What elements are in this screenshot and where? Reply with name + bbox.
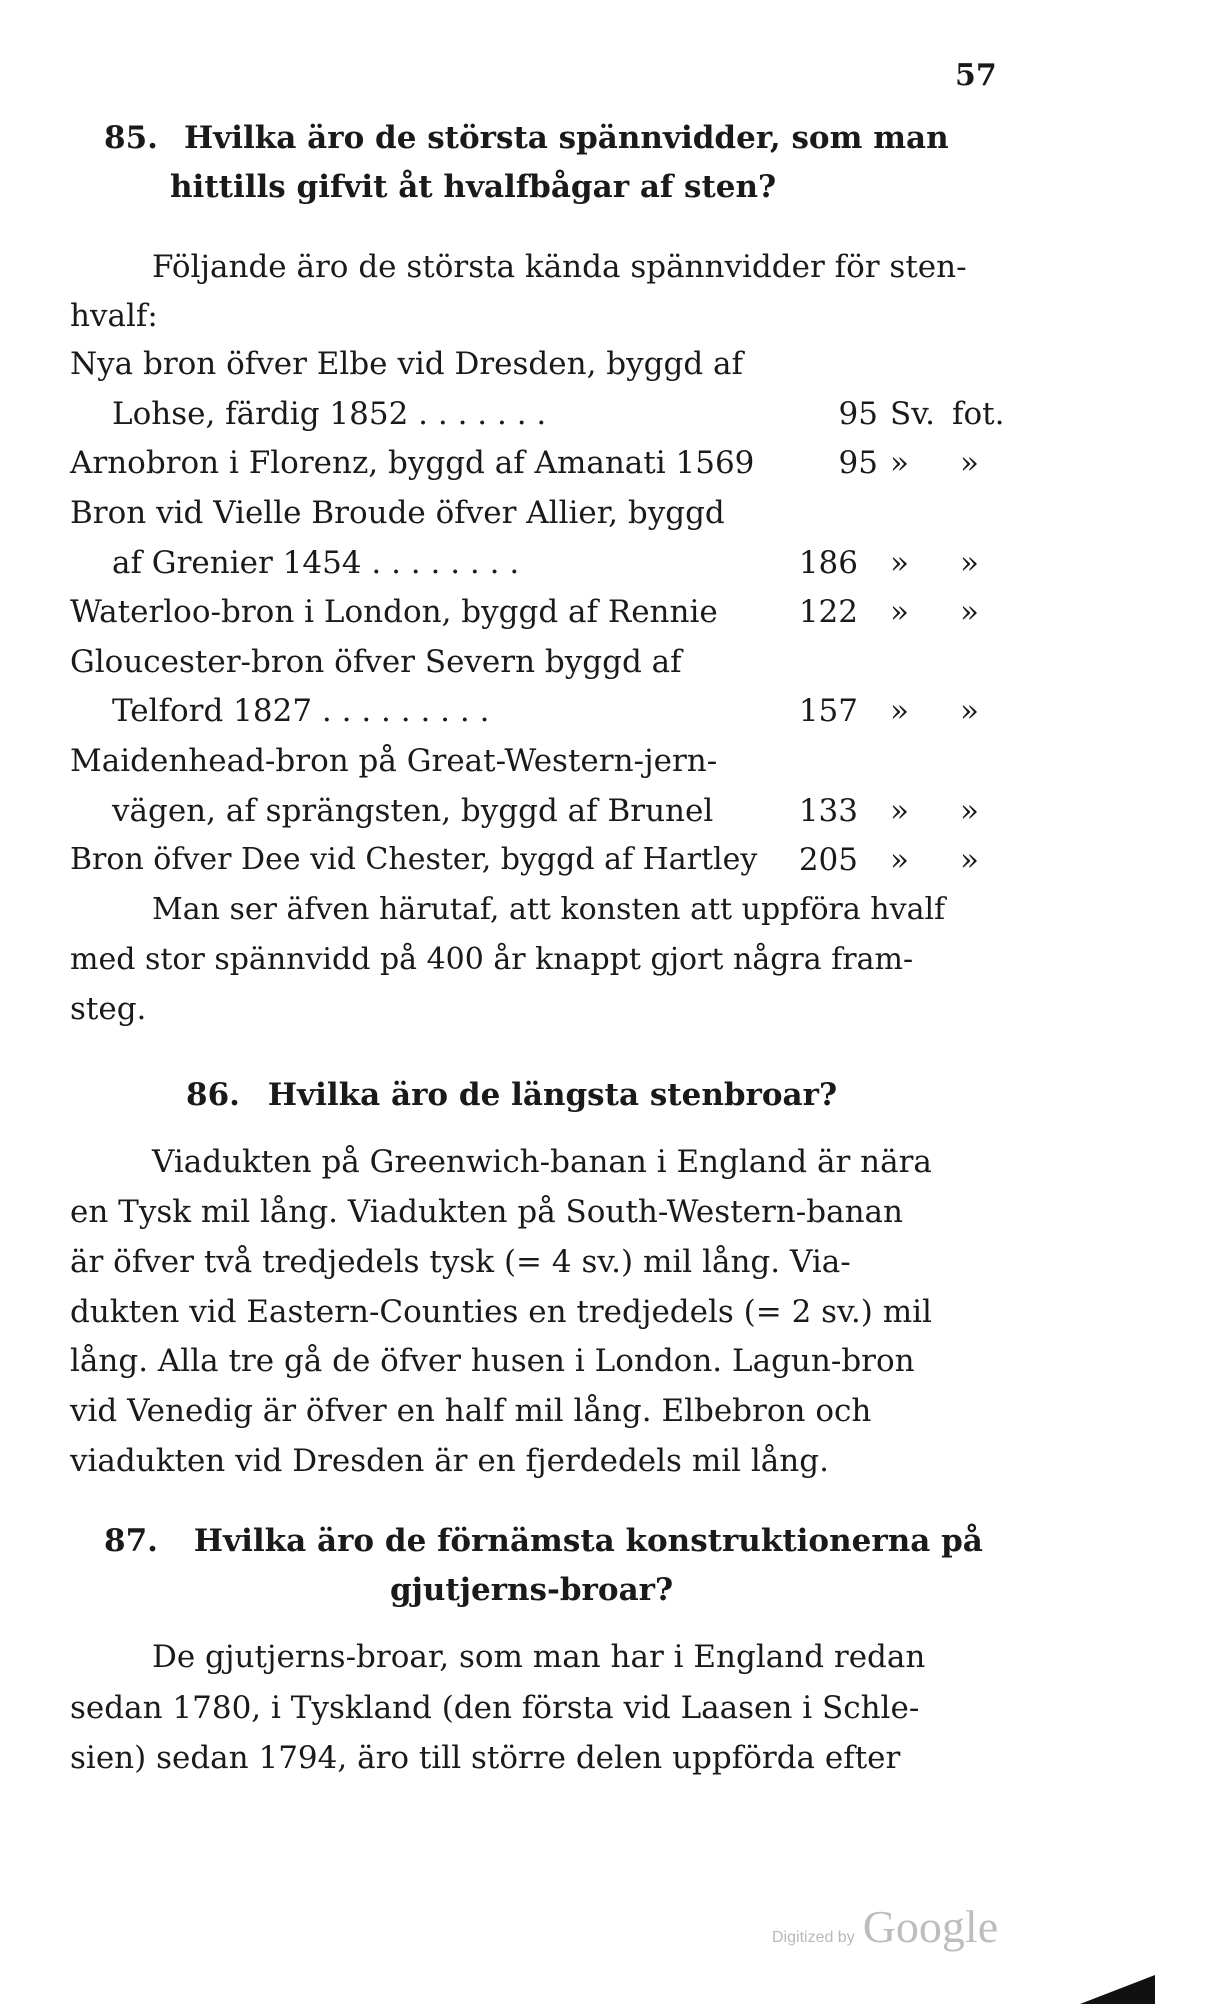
ditto-mark: »: [960, 445, 979, 481]
q87-question-text: Hvilka äro de förnämsta konstruktionerna på: [193, 1523, 983, 1559]
bridge-entry-5-line2: Telford 1827 . . . . . . . . .: [112, 693, 490, 729]
page-corner-mark-icon: [1080, 1975, 1155, 2004]
q85-intro-line1: Följande äro de största kända spännvidder för sten-: [152, 249, 967, 285]
q86-question-text: Hvilka äro de längsta stenbroar?: [267, 1077, 838, 1113]
ditto-mark: »: [960, 793, 979, 829]
digitized-by-label: Digitized by: [772, 1929, 855, 1946]
digitized-by-google-watermark: [772, 1900, 998, 1953]
bridge-entry-4-line1: Waterloo-bron i London, byggd af Rennie: [70, 594, 718, 630]
ditto-mark: »: [890, 594, 909, 630]
google-logo: Google: [862, 1901, 999, 1952]
ditto-mark: »: [960, 545, 979, 581]
bridge-entry-4-value: 122: [798, 594, 858, 630]
q87-body-line-2: sedan 1780, i Tyskland (den första vid Laasen i Schle-: [70, 1690, 920, 1726]
q85-question-line2: hittills gifvit åt hvalfbågar af sten?: [170, 169, 777, 205]
unit-label-1: Sv.: [890, 396, 935, 432]
q86-body-line-6: vid Venedig är öfver en half mil lång. Elbebron och: [70, 1393, 872, 1429]
bridge-entry-4: [70, 592, 1000, 632]
bridge-entry-1-line2: Lohse, färdig 1852 . . . . . . .: [112, 396, 547, 432]
bridge-entry-5: [112, 691, 1002, 731]
q86-heading: [186, 1075, 837, 1115]
bridge-entry-5-line1: Gloucester-bron öfver Severn byggd af: [70, 644, 682, 680]
q85-intro-line2: hvalf:: [70, 298, 158, 334]
q86-number: 86.: [186, 1077, 240, 1113]
q86-body-line-2: en Tysk mil lång. Viadukten på South-Western-banan: [70, 1194, 903, 1230]
q86-body-line-7: viadukten vid Dresden är en fjerdedels mil lång.: [70, 1443, 829, 1479]
q86-body-line-5: lång. Alla tre gå de öfver husen i London. Lagun-bron: [70, 1343, 915, 1379]
bridge-entry-3-line1: Bron vid Vielle Broude öfver Allier, byggd: [70, 495, 725, 531]
q85-number: 85.: [104, 120, 158, 156]
ditto-mark: »: [890, 693, 909, 729]
q85-conclusion-line2: med stor spännvidd på 400 år knappt gjort några fram-: [70, 942, 914, 977]
q85-conclusion-line3: steg.: [70, 991, 147, 1027]
unit-label-2: fot.: [952, 396, 1005, 432]
ditto-mark: »: [960, 842, 979, 878]
bridge-entry-3-value: 186: [798, 545, 858, 581]
q87-number: 87.: [104, 1523, 158, 1559]
bridge-entry-1-value: 95: [838, 396, 878, 432]
q85-conclusion-line1: Man ser äfven härutaf, att konsten att uppföra hvalf: [152, 892, 946, 927]
ditto-mark: »: [890, 445, 909, 481]
bridge-entry-2: [70, 443, 1000, 483]
ditto-mark: »: [890, 842, 909, 878]
bridge-entry-1-line1: Nya bron öfver Elbe vid Dresden, byggd af: [70, 346, 743, 382]
bridge-entry-7: [70, 840, 1000, 880]
page-number: 57: [955, 58, 997, 93]
q86-body-line-4: dukten vid Eastern-Counties en tredjedels (= 2 sv.) mil: [70, 1294, 932, 1330]
ditto-mark: »: [960, 594, 979, 630]
q87-body-line-1: De gjutjerns-broar, som man har i England redan: [152, 1639, 926, 1675]
bridge-entry-6-line2: vägen, af sprängsten, byggd af Brunel: [112, 793, 714, 829]
q87-question-line2: gjutjerns-broar?: [390, 1572, 674, 1608]
bridge-entry-7-value: 205: [798, 842, 858, 878]
bridge-entry-3: [112, 543, 1002, 583]
q85-question-text: Hvilka äro de största spännvidder, som man: [183, 120, 949, 156]
bridge-entry-6-line1: Maidenhead-bron på Great-Western-jern-: [70, 743, 718, 779]
bridge-entry-6-value: 133: [798, 793, 858, 829]
q87-question-line1: [104, 1521, 983, 1561]
q87-body-line-3: sien) sedan 1794, äro till större delen uppförda efter: [70, 1740, 901, 1776]
bridge-entry-5-value: 157: [798, 693, 858, 729]
ditto-mark: »: [960, 693, 979, 729]
bridge-entry-2-line1: Arnobron i Florenz, byggd af Amanati 1569: [70, 445, 755, 481]
ditto-mark: »: [890, 793, 909, 829]
bridge-entry-3-line2: af Grenier 1454 . . . . . . . .: [112, 545, 520, 581]
bridge-entry-1: [112, 394, 1005, 434]
ditto-mark: »: [890, 545, 909, 581]
q86-body-line-3: är öfver två tredjedels tysk (= 4 sv.) mil lång. Via-: [70, 1244, 851, 1280]
bridge-entry-6: [112, 791, 1002, 831]
q85-question-line1: [104, 118, 972, 158]
q86-body-line-1: Viadukten på Greenwich-banan i England är nära: [152, 1144, 932, 1180]
bridge-entry-2-value: 95: [838, 445, 878, 481]
bridge-entry-7-line1: Bron öfver Dee vid Chester, byggd af Hartley: [70, 842, 758, 877]
